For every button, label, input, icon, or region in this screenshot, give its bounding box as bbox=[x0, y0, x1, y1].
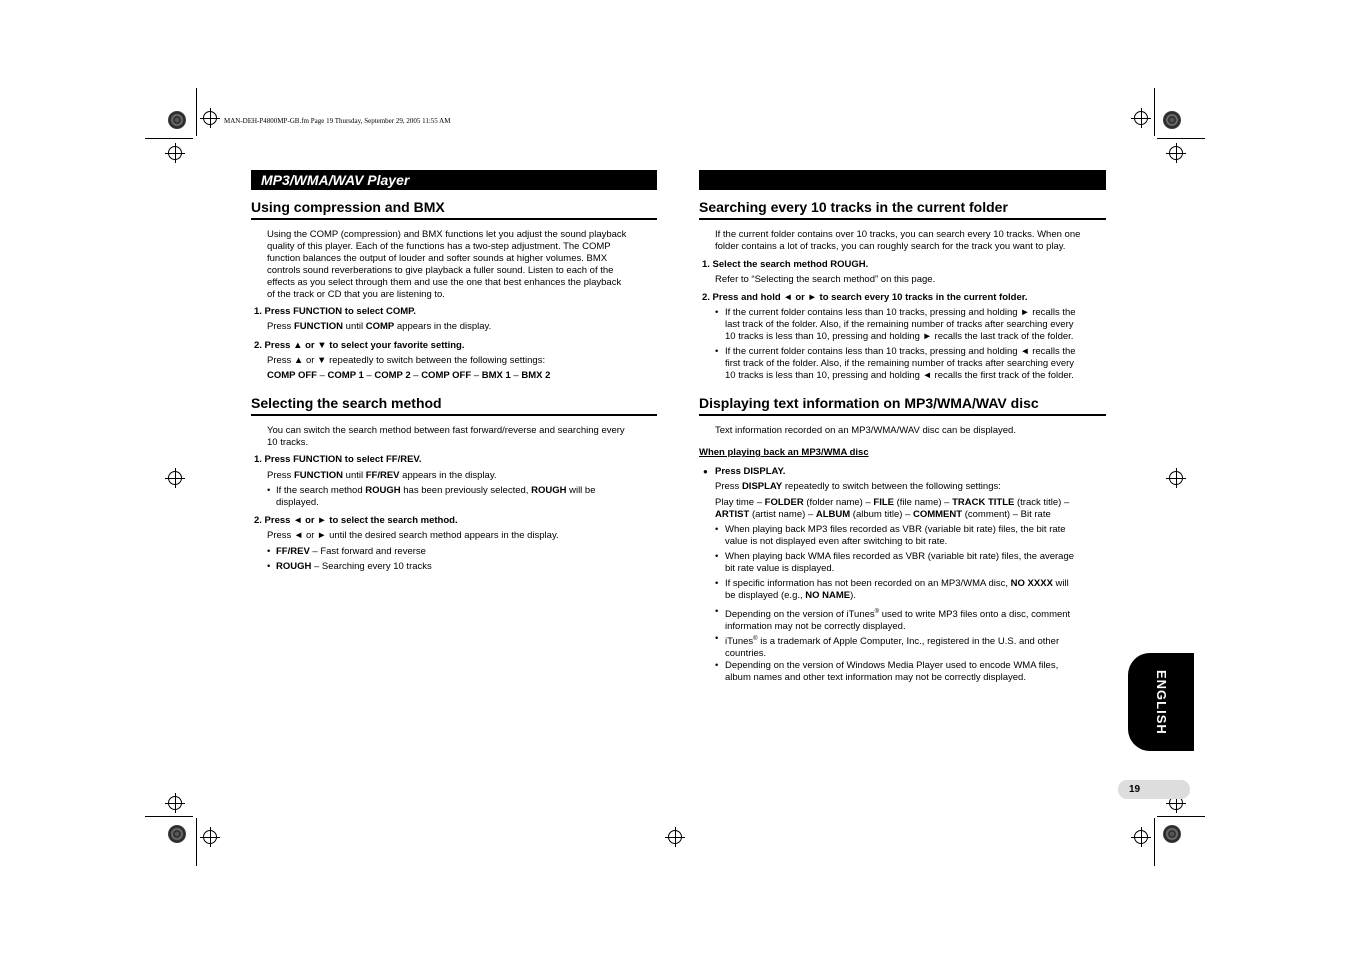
crop-line bbox=[145, 138, 193, 139]
page-number: 19 bbox=[1129, 784, 1141, 795]
bullet-note: If the search method ROUGH has been previously selected, ROUGH will be displayed. bbox=[276, 485, 596, 508]
registration-rosette bbox=[1163, 825, 1181, 843]
registration-mark bbox=[168, 146, 182, 160]
crop-line bbox=[1157, 816, 1205, 817]
option-item: ROUGH – Searching every 10 tracks bbox=[276, 561, 432, 572]
bullet-note: Depending on the version of Windows Media Player used to encode WMA files, album names and other text information may not be correctly displayed. bbox=[725, 660, 1059, 683]
crop-line bbox=[1154, 818, 1155, 866]
section-title-compression: Using compression and BMX bbox=[251, 199, 445, 215]
section-title-search-10: Searching every 10 tracks in the current folder bbox=[699, 199, 1008, 215]
section-bar: MP3/WMA/WAV Player bbox=[251, 170, 657, 190]
bullet-marker: • bbox=[267, 485, 271, 496]
crop-line bbox=[1157, 138, 1205, 139]
section-title-search-method: Selecting the search method bbox=[251, 395, 442, 411]
bullet-marker: • bbox=[715, 307, 719, 318]
intro-paragraph: Using the COMP (compression) and BMX functions let you adjust the sound playback quality of this player. Each of the functions has a two-step adjustment. The COMP function balances the output of louder and softer sounds at higher volumes. BMX controls sound reverberations to give playback a fuller sound. Listen to each of the effects as you select through them and use the one that best enhances the playback of the track or CD that you are listening to. bbox=[267, 229, 627, 300]
option-item: FF/REV – Fast forward and reverse bbox=[276, 546, 426, 557]
crop-line bbox=[196, 88, 197, 136]
step-body: Refer to “Selecting the search method” on this page. bbox=[715, 274, 936, 285]
bullet-note: Depending on the version of iTunes® used to write MP3 files onto a disc, comment information may not be correctly displayed. bbox=[725, 609, 1071, 633]
crop-line bbox=[145, 816, 193, 817]
step-heading: 1. Press FUNCTION to select COMP. bbox=[254, 306, 416, 317]
step-body: Press ▲ or ▼ repeatedly to switch between the following settings: bbox=[267, 355, 546, 366]
step-heading: 2. Press ◄ or ► to select the search method. bbox=[254, 515, 458, 526]
step-heading: 1. Select the search method ROUGH. bbox=[702, 259, 869, 270]
step-body: Press FUNCTION until COMP appears in the display. bbox=[267, 321, 492, 332]
bullet-note: When playing back WMA files recorded as VBR (variable bit rate) files, the average bit rate value is displayed. bbox=[725, 551, 1075, 574]
step-heading: 1. Press FUNCTION to select FF/REV. bbox=[254, 454, 422, 465]
step-body: Press DISPLAY repeatedly to switch between the following settings: bbox=[715, 481, 1001, 492]
bullet-marker: • bbox=[267, 546, 271, 557]
bullet-marker: • bbox=[715, 606, 719, 617]
registration-rosette bbox=[1163, 111, 1181, 129]
registration-mark bbox=[1169, 146, 1183, 160]
registration-mark bbox=[168, 796, 182, 810]
language-tab-label: ENGLISH bbox=[1154, 670, 1169, 735]
bullet-note: If the current folder contains less than 10 tracks, pressing and holding ► recalls the last track of the folder. Also, if the remaining number of tracks after searching every 10 tracks is less than 10, pressing and holding ► recalls the last track of the folder. bbox=[725, 307, 1076, 342]
step-heading: 2. Press ▲ or ▼ to select your favorite setting. bbox=[254, 340, 465, 351]
section-bar-blank bbox=[699, 170, 1106, 190]
section-rule bbox=[699, 414, 1106, 416]
bullet-marker: • bbox=[715, 524, 719, 535]
file-note: MAN-DEH-P4800MP-GB.fm Page 19 Thursday, September 29, 2005 11:55 AM bbox=[224, 117, 451, 125]
section-title-text-info: Displaying text information on MP3/WMA/WAV disc bbox=[699, 395, 1039, 411]
registration-mark bbox=[168, 471, 182, 485]
intro-paragraph: If the current folder contains over 10 tracks, you can search every 10 tracks. When one folder contains a lot of tracks, you can roughly search for the track you want to play. bbox=[715, 229, 1081, 252]
registration-mark bbox=[1134, 111, 1148, 125]
settings-sequence: Play time – FOLDER (folder name) – FILE (file name) – TRACK TITLE (track title) – ARTIST (artist name) – ALBUM (album title) – COMMENT (comment) – Bit rate bbox=[715, 497, 1070, 520]
intro-paragraph: Text information recorded on an MP3/WMA/WAV disc can be displayed. bbox=[715, 425, 1016, 436]
bullet-note: iTunes® is a trademark of Apple Computer, Inc., registered in the U.S. and other countries. bbox=[725, 636, 1060, 660]
crop-line bbox=[1154, 88, 1155, 136]
step-heading: Press DISPLAY. bbox=[715, 466, 786, 477]
registration-mark bbox=[1169, 471, 1183, 485]
bullet-marker: • bbox=[715, 633, 719, 644]
bullet-note: When playing back MP3 files recorded as VBR (variable bit rate) files, the bit rate value is not displayed even after switching to bit rate. bbox=[725, 524, 1066, 547]
subheading: When playing back an MP3/WMA disc bbox=[699, 447, 869, 458]
step-body: Press ◄ or ► until the desired search method appears in the display. bbox=[267, 530, 559, 541]
registration-mark bbox=[203, 111, 217, 125]
step-heading: 2. Press and hold ◄ or ► to search every 10 tracks in the current folder. bbox=[702, 292, 1028, 303]
step-body: Press FUNCTION until FF/REV appears in the display. bbox=[267, 470, 497, 481]
section-rule bbox=[251, 218, 657, 220]
registration-mark bbox=[203, 830, 217, 844]
registration-rosette bbox=[168, 825, 186, 843]
crop-line bbox=[196, 818, 197, 866]
bullet-marker: • bbox=[715, 551, 719, 562]
bullet-marker: • bbox=[267, 561, 271, 572]
registration-mark bbox=[1134, 830, 1148, 844]
registration-rosette bbox=[168, 111, 186, 129]
dot-marker: ● bbox=[703, 467, 708, 476]
settings-sequence: COMP OFF – COMP 1 – COMP 2 – COMP OFF – BMX 1 – BMX 2 bbox=[267, 370, 551, 381]
registration-mark bbox=[668, 830, 682, 844]
section-rule bbox=[251, 414, 657, 416]
intro-paragraph: You can switch the search method between fast forward/reverse and searching every 10 tracks. bbox=[267, 425, 625, 448]
bullet-marker: • bbox=[715, 346, 719, 357]
section-rule bbox=[699, 218, 1106, 220]
bullet-marker: • bbox=[715, 660, 719, 671]
bullet-note: If the current folder contains less than 10 tracks, pressing and holding ◄ recalls the first track of the folder. Also, if the remaining number of tracks after searching every 10 tracks is less than 10, pressing and holding ◄ recalls the first track of the folder. bbox=[725, 346, 1076, 381]
bullet-marker: • bbox=[715, 578, 719, 589]
bullet-note: If specific information has not been recorded on an MP3/WMA disc, NO XXXX will be displayed (e.g., NO NAME). bbox=[725, 578, 1069, 601]
